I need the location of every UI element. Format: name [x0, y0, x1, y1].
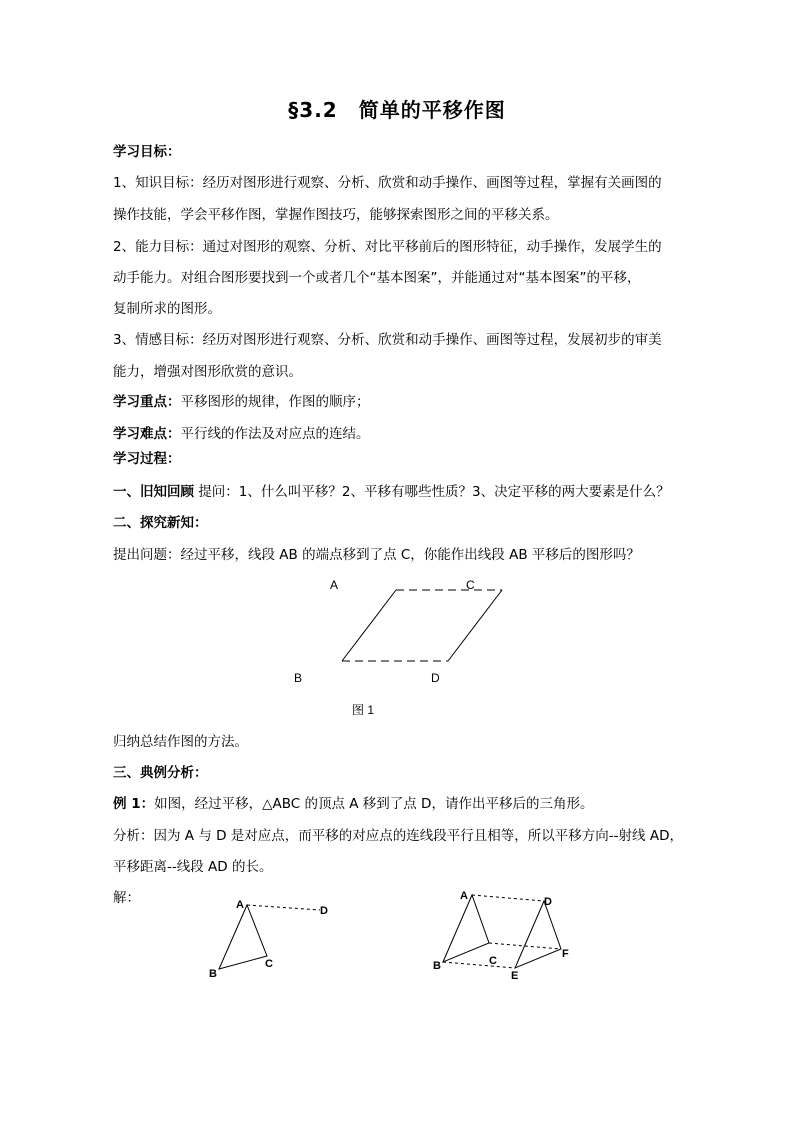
example-text: 如图，经过平移，△ABC 的顶点 A 移到了点 D，请作出平移后的三角形。 — [154, 796, 594, 812]
figure-2-triangle — [200, 890, 340, 985]
analysis-line1: 分析：因为 A 与 D 是对应点，而平移的对应点的连线段平行且相等，所以平移方向--射线 AD， — [113, 828, 683, 844]
fig2-label-d: D — [320, 905, 328, 917]
example-line — [113, 795, 683, 813]
page-title: §3.2 简单的平移作图 — [288, 98, 506, 122]
goal1-line2: 操作技能，学会平移作图，掌握作图技巧，能够探索图形之间的平移关系。 — [113, 207, 559, 223]
figure-1-parallelogram — [280, 572, 540, 722]
fig3-label-f: F — [562, 948, 569, 960]
question-text: 提出问题：经过平移，线段 AB 的端点移到了点 C，你能作出线段 AB 平移后的图形吗？ — [113, 547, 640, 563]
key-points — [113, 393, 683, 411]
fig1-segment-ab — [342, 590, 396, 661]
goal2-line2: 动手能力。对组合图形要找到一个或者几个“基本图案”，并能通过对“基本图案”的平移， — [113, 270, 641, 286]
analysis-line2: 平移距离--线段 AD 的长。 — [113, 859, 273, 875]
fig2-label-b: B — [209, 968, 217, 980]
goal1-line1: 1、知识目标：经历对图形进行观察、分析、欣赏和动手操作、画图等过程，掌握有关画图的 — [113, 175, 662, 191]
fig3-label-c: C — [489, 955, 497, 967]
fig2-label-a: A — [236, 899, 244, 911]
key-text: 平移图形的规律，作图的顺序； — [180, 394, 370, 410]
fig2-triangle-abc — [219, 905, 267, 969]
example-label: 例 1： — [113, 796, 155, 812]
fig3-triangle-abc — [443, 895, 489, 962]
review-text: 提问：1、什么叫平移？2、平移有哪些性质？3、决定平移的两大要素是什么？ — [198, 484, 670, 500]
explore-heading: 二、探究新知： — [113, 515, 208, 531]
fig1-label-d: D — [431, 671, 440, 685]
fig3-label-b: B — [433, 960, 441, 972]
solution-label: 解： — [113, 890, 140, 906]
review-line — [113, 483, 683, 501]
fig3-segment-ad — [472, 895, 544, 901]
fig1-caption: 图 1 — [352, 703, 375, 717]
fig3-triangle-def — [515, 901, 561, 968]
goal3-line1: 3、情感目标：经历对图形进行观察、分析、欣赏和动手操作、画图等过程，发展初步的审美 — [113, 332, 662, 348]
fig3-segment-be — [443, 962, 515, 968]
goal2-line1: 2、能力目标：通过对图形的观察、分析、对比平移前后的图形特征，动手操作，发展学生的 — [113, 239, 662, 255]
fig2-segment-ad — [247, 905, 320, 910]
fig3-label-a: A — [460, 890, 468, 902]
difficulty-points — [113, 425, 683, 443]
goal3-line2: 能力，增强对图形欣赏的意识。 — [113, 364, 302, 380]
review-label: 一、旧知回顾 — [113, 484, 194, 500]
fig3-label-d: D — [544, 896, 552, 908]
fig2-label-c: C — [265, 958, 273, 970]
fig1-label-b: B — [294, 671, 303, 685]
fig1-segment-cd — [448, 590, 502, 661]
key-label: 学习重点： — [113, 394, 181, 410]
process-heading: 学习过程： — [113, 451, 181, 467]
goals-heading: 学习目标： — [113, 144, 181, 160]
example-heading: 三、典例分析： — [113, 765, 208, 781]
fig1-label-a: A — [330, 578, 339, 592]
fig3-label-e: E — [511, 970, 519, 982]
difficulty-label: 学习难点： — [113, 426, 181, 442]
goal2-line3: 复制所求的图形。 — [113, 301, 221, 317]
fig1-label-c: C — [466, 578, 475, 592]
summary-text: 归纳总结作图的方法。 — [113, 734, 248, 750]
figure-3-translated-triangles — [425, 880, 585, 985]
difficulty-text: 平行线的作法及对应点的连结。 — [180, 426, 370, 442]
